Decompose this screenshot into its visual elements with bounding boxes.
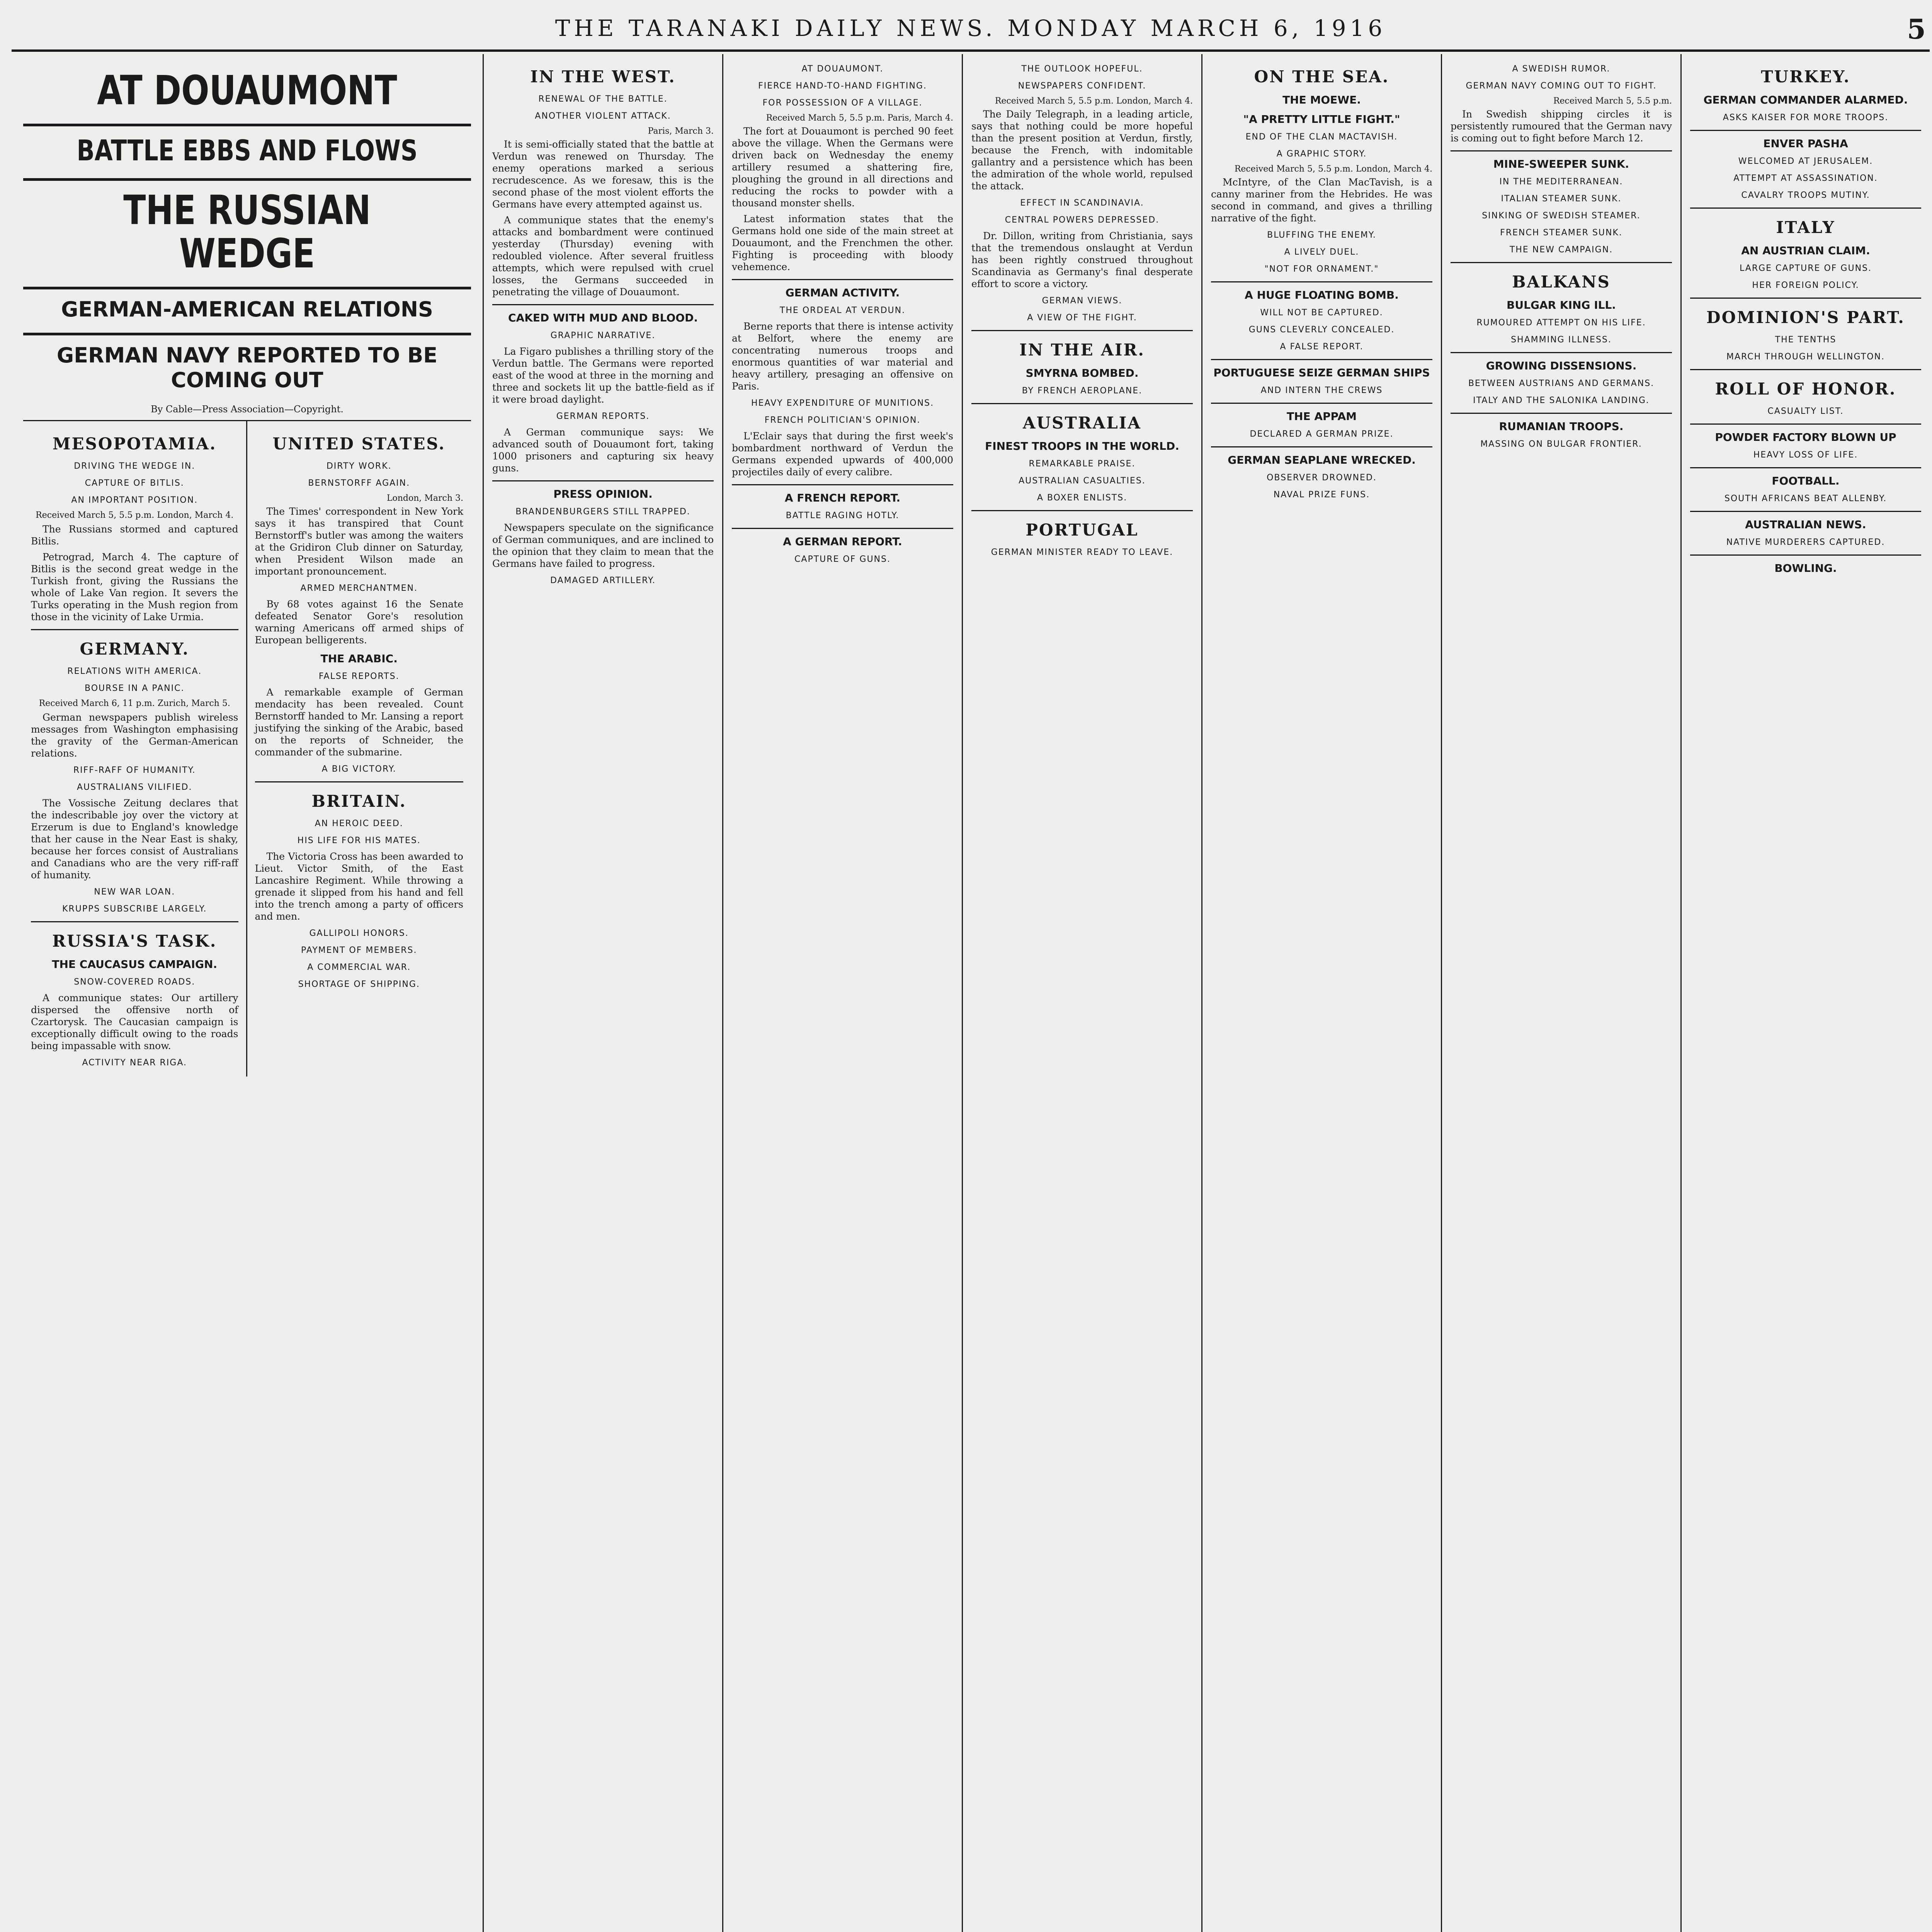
subhead: PRESS OPINION.: [553, 488, 653, 500]
rule: [492, 304, 714, 305]
subhead: REMARKABLE PRAISE.: [1029, 459, 1136, 469]
subhead: NEW WAR LOAN.: [94, 887, 175, 897]
article-paragraph: In Swedish shipping circles it is persistently rumoured that the German navy is coming out to fight before March 12.: [1451, 109, 1672, 144]
section-in-the-west: IN THE WEST.: [530, 67, 676, 86]
subhead: THE TENTHS: [1775, 335, 1837, 345]
headline-battle-ebbs: BATTLE EBBS AND FLOWS: [77, 134, 418, 167]
subhead: AN IMPORTANT POSITION.: [71, 495, 198, 505]
subhead: PAYMENT OF MEMBERS.: [301, 946, 417, 955]
subhead: LARGE CAPTURE OF GUNS.: [1740, 264, 1872, 273]
column-swedish-rumor: [1442, 54, 1682, 1932]
subhead: FALSE REPORTS.: [318, 672, 400, 681]
dateline: Received March 5, 5.5 p.m. Paris, March 4.: [766, 113, 953, 123]
subhead: AUSTRALIANS VILIFIED.: [77, 782, 192, 792]
rule: [23, 333, 471, 335]
article-paragraph: The Victoria Cross has been awarded to Lieut. Victor Smith, of the East Lancashire Regiment. While throwing a grenade it slipped from his hand and fell into the trench among a party of officers and men.: [255, 851, 463, 922]
rule: [1690, 423, 1921, 425]
article-paragraph: Latest information states that the Germans hold one side of the main street at Douaumont, and the Frenchmen the other. Fighting is proceeding with bloody vehemence.: [732, 213, 953, 272]
subhead: THE ORDEAL AT VERDUN.: [779, 306, 906, 315]
subhead: RIFF-RAFF OF HUMANITY.: [73, 765, 196, 775]
section-united-states: UNITED STATES.: [272, 434, 446, 453]
rule: [732, 484, 953, 485]
headline-russian-wedge: THE RUSSIAN WEDGE: [123, 187, 371, 277]
subhead: ARMED MERCHANTMEN.: [300, 583, 418, 593]
subhead: WILL NOT BE CAPTURED.: [1260, 308, 1383, 318]
rule: [1211, 281, 1432, 282]
dateline: Received March 5, 5.5 p.m. London, March 4.: [36, 510, 234, 520]
section-in-the-air: IN THE AIR.: [1019, 340, 1145, 359]
article-paragraph: Newspapers speculate on the significance of German communiques, and are inclined to the opinion that they claim to mean that the Germans have failed to progress.: [492, 522, 714, 569]
section-portugal: PORTUGAL: [1026, 520, 1139, 539]
rule: [1211, 403, 1432, 404]
subhead: GERMAN COMMANDER ALARMED.: [1703, 94, 1908, 106]
subhead: "A PRETTY LITTLE FIGHT.": [1243, 113, 1400, 126]
article-paragraph: The fort at Douaumont is perched 90 feet above the village. When the Germans were driven back on Wednesday the enemy artillery resumed a shattering fire, ploughing the ground in all directions and reducing the rocks to powder with a thousand monster shells.: [732, 126, 953, 209]
lead-subcolumns: [23, 420, 471, 1077]
dateline: Received March 6, 11 p.m. Zurich, March 5.: [39, 699, 230, 708]
subhead: OBSERVER DROWNED.: [1267, 473, 1377, 483]
subhead: DECLARED A GERMAN PRIZE.: [1250, 429, 1394, 439]
dateline: Received March 5, 5.5 p.m. London, March 4.: [1234, 164, 1432, 174]
subhead: MARCH THROUGH WELLINGTON.: [1726, 352, 1885, 362]
subhead: BETWEEN AUSTRIANS AND GERMANS.: [1468, 379, 1655, 388]
subhead: CAKED WITH MUD AND BLOOD.: [508, 311, 698, 324]
subhead: ITALIAN STEAMER SUNK.: [1501, 194, 1622, 204]
section-balkans: BALKANS: [1512, 272, 1611, 291]
columns: [12, 54, 1930, 1932]
article-paragraph: McIntyre, of the Clan MacTavish, is a canny mariner from the Hebrides. He was second in command, and gives a thrilling narrative of the fight.: [1211, 177, 1432, 224]
subhead: HIS LIFE FOR HIS MATES.: [297, 836, 421, 845]
subhead: BOWLING.: [1774, 562, 1837, 575]
subhead: KRUPPS SUBSCRIBE LARGELY.: [62, 904, 207, 914]
rule: [255, 781, 464, 782]
article-paragraph: Petrograd, March 4. The capture of Bitlis is the second great wedge in the Turkish front, giving the Russians the whole of Lake Van region. It severs the Turks operating in the Mush region from those in the vicinity of Lake Urmia.: [31, 551, 238, 622]
subhead: BULGAR KING ILL.: [1507, 299, 1616, 311]
subhead: ITALY AND THE SALONIKA LANDING.: [1473, 396, 1650, 405]
subhead: BOURSE IN A PANIC.: [85, 684, 185, 693]
subhead: FIERCE HAND-TO-HAND FIGHTING.: [758, 81, 927, 91]
page-number: 5: [1907, 13, 1926, 45]
article-paragraph: It is semi-officially stated that the battle at Verdun was renewed on Thursday. The enemy operations marked a serious recrudescence. As we foresaw, this is the second phase of the most violent efforts the Germans have every attempted against us.: [492, 139, 714, 210]
subhead: BERNSTORFF AGAIN.: [308, 478, 410, 488]
subhead: A GERMAN REPORT.: [783, 535, 902, 548]
subhead: RUMANIAN TROOPS.: [1499, 420, 1624, 433]
subhead: A FALSE REPORT.: [1280, 342, 1364, 352]
subhead: GRAPHIC NARRATIVE.: [550, 331, 656, 340]
subhead: AN HEROIC DEED.: [315, 819, 403, 828]
subhead: A FRENCH REPORT.: [784, 492, 901, 504]
byline: By Cable—Press Association—Copyright.: [151, 404, 344, 415]
subhead: BATTLE RAGING HOTLY.: [786, 511, 900, 520]
subhead: SHAMMING ILLNESS.: [1511, 335, 1612, 345]
subhead: GERMAN REPORTS.: [556, 412, 650, 421]
subhead: A COMMERCIAL WAR.: [307, 963, 411, 972]
subhead: EFFECT IN SCANDINAVIA.: [1020, 198, 1144, 208]
subhead: DIRTY WORK.: [326, 461, 392, 471]
subhead: SHORTAGE OF SHIPPING.: [298, 980, 420, 989]
subhead: WELCOMED AT JERUSALEM.: [1738, 156, 1873, 166]
subhead: MASSING ON BULGAR FRONTIER.: [1480, 439, 1642, 449]
rule: [1690, 554, 1921, 556]
subhead: THE ARABIC.: [320, 652, 398, 665]
subhead: GERMAN SEAPLANE WRECKED.: [1228, 454, 1416, 466]
subhead: AND INTERN THE CREWS: [1260, 386, 1383, 395]
subhead: THE MOEWE.: [1282, 94, 1361, 106]
subhead: SNOW-COVERED ROADS.: [74, 977, 196, 987]
subhead: ANOTHER VIOLENT ATTACK.: [535, 111, 671, 121]
subhead: FINEST TROOPS IN THE WORLD.: [985, 440, 1179, 452]
subhead: CAPTURE OF BITLIS.: [85, 478, 184, 488]
subhead: GERMAN NAVY COMING OUT TO FIGHT.: [1466, 81, 1657, 91]
subhead: "NOT FOR ORNAMENT.": [1264, 264, 1379, 274]
article-paragraph: By 68 votes against 16 the Senate defeated Senator Gore's resolution warning Americans off armed ships of European belligerents.: [255, 599, 463, 646]
article-paragraph: German newspapers publish wireless messages from Washington emphasising the gravity of the German-American relations.: [31, 712, 238, 759]
column-in-the-west: [484, 54, 723, 1932]
rule: [732, 279, 953, 280]
headline-german-american: GERMAN-AMERICAN RELATIONS: [61, 297, 433, 321]
subhead: AN AUSTRIAN CLAIM.: [1741, 244, 1870, 257]
section-germany: GERMANY.: [80, 639, 189, 658]
section-russia: RUSSIA'S TASK.: [52, 932, 217, 951]
subhead: THE APPAM: [1286, 410, 1357, 423]
subhead: A GRAPHIC STORY.: [1276, 149, 1367, 159]
section-on-the-sea: ON THE SEA.: [1254, 67, 1389, 86]
subhead: AT DOUAUMONT.: [801, 64, 884, 74]
dateline: Paris, March 3.: [648, 126, 714, 136]
subhead: AUSTRALIAN CASUALTIES.: [1019, 476, 1146, 486]
rule: [1690, 511, 1921, 512]
lead-subcolumn-right: [247, 421, 471, 1077]
masthead: [12, 7, 1930, 52]
subhead: NATIVE MURDERERS CAPTURED.: [1726, 537, 1885, 547]
article-paragraph: L'Eclair says that during the first week's bombardment northward of Verdun the Germans expended upwards of 400,000 projectiles daily of every calibre.: [732, 430, 953, 478]
headline-at-douaumont: AT DOUAUMONT: [97, 67, 397, 114]
subhead: NEWSPAPERS CONFIDENT.: [1018, 81, 1146, 91]
article-paragraph: The Daily Telegraph, in a leading article, says that nothing could be more hopeful than the present position at Verdun, firstly, because the French, with indomitable gallantry and a persistence which has been the admiration of the whole world, repulsed the attack.: [971, 109, 1193, 192]
lead-subcolumn-left: [23, 421, 247, 1077]
subhead: FRENCH STEAMER SUNK.: [1500, 228, 1622, 238]
rule: [1690, 130, 1921, 131]
rule: [971, 403, 1193, 404]
dateline: Received March 5, 5.5 p.m. London, March 4.: [995, 96, 1193, 106]
subhead: ACTIVITY NEAR RIGA.: [82, 1058, 187, 1068]
subhead: MINE-SWEEPER SUNK.: [1493, 158, 1629, 170]
column-turkey: [1682, 54, 1930, 1932]
rule: [971, 510, 1193, 511]
subhead: SOUTH AFRICANS BEAT ALLENBY.: [1724, 494, 1887, 503]
rule: [1451, 413, 1672, 414]
subhead: GERMAN ACTIVITY.: [785, 286, 900, 299]
subhead: END OF THE CLAN MACTAVISH.: [1245, 132, 1398, 142]
article-paragraph: The Times' correspondent in New York says it has transpired that Count Bernstorff's butler was among the waiters at the Gridiron Club dinner on Saturday, when President Wilson made an important pronouncement.: [255, 506, 463, 577]
rule: [732, 528, 953, 529]
subhead: GERMAN VIEWS.: [1042, 296, 1122, 306]
subhead: HEAVY LOSS OF LIFE.: [1753, 450, 1858, 460]
subhead: BLUFFING THE ENEMY.: [1267, 230, 1376, 240]
subhead: CAPTURE OF GUNS.: [794, 554, 891, 564]
subhead: A SWEDISH RUMOR.: [1512, 64, 1611, 74]
article-paragraph: Berne reports that there is intense activity at Belfort, where the enemy are concentrating numerous troops and enormous quantities of war material and heavy artillery, presaging an offensive on Paris.: [732, 321, 953, 392]
subhead: A BOXER ENLISTS.: [1037, 493, 1128, 503]
section-roll-of-honor: ROLL OF HONOR.: [1715, 379, 1896, 398]
rule: [1451, 150, 1672, 151]
article-paragraph: A communique states: Our artillery dispersed the offensive north of Czartorysk. The Caucasian campaign is exceptionally difficult owing to the roads being impassable with snow.: [31, 992, 238, 1051]
subhead: CASUALTY LIST.: [1767, 406, 1844, 416]
subhead: PORTUGUESE SEIZE GERMAN SHIPS: [1213, 366, 1430, 379]
column-at-douaumont: [723, 54, 963, 1932]
subhead: THE CAUCASUS CAMPAIGN.: [52, 958, 218, 971]
subhead: RUMOURED ATTEMPT ON HIS LIFE.: [1476, 318, 1646, 328]
subhead: FOR POSSESSION OF A VILLAGE.: [762, 98, 923, 108]
rule: [31, 921, 238, 922]
rule: [23, 178, 471, 181]
rule: [1690, 369, 1921, 370]
subhead: HER FOREIGN POLICY.: [1752, 281, 1859, 290]
subhead: HEAVY EXPENDITURE OF MUNITIONS.: [751, 398, 934, 408]
subhead: DAMAGED ARTILLERY.: [550, 576, 656, 585]
rule: [1211, 446, 1432, 447]
subhead: CAVALRY TROOPS MUTINY.: [1741, 190, 1870, 200]
article-paragraph: The Vossische Zeitung declares that the indescribable joy over the victory at Erzerum is due to England's knowledge that her cause in the Near East is shaky, because her forces consist of Australians and Canadians who are the very riff-raff of humanity.: [31, 798, 238, 881]
subhead: FOOTBALL.: [1772, 474, 1840, 487]
rule: [1690, 467, 1921, 468]
subhead: A HUGE FLOATING BOMB.: [1245, 289, 1399, 301]
rule: [31, 629, 238, 630]
section-australia: AUSTRALIA: [1022, 413, 1142, 432]
rule: [1211, 359, 1432, 360]
subhead: SMYRNA BOMBED.: [1026, 367, 1139, 379]
subhead: POWDER FACTORY BLOWN UP: [1715, 431, 1896, 444]
rule: [492, 480, 714, 481]
column-outlook: [963, 54, 1202, 1932]
rule: [1451, 262, 1672, 263]
article-paragraph: A German communique says: We advanced south of Douaumont fort, taking 1000 prisoners and capturing six heavy guns.: [492, 427, 714, 474]
article-paragraph: The Russians stormed and captured Bitlis.: [31, 524, 238, 547]
rule: [971, 330, 1193, 331]
rule: [23, 287, 471, 289]
subhead: IN THE MEDITERRANEAN.: [1499, 177, 1623, 187]
subhead: CENTRAL POWERS DEPRESSED.: [1005, 215, 1160, 225]
section-mesopotamia: MESOPOTAMIA.: [53, 434, 217, 453]
subhead: A BIG VICTORY.: [321, 764, 396, 774]
subhead: RENEWAL OF THE BATTLE.: [538, 94, 668, 104]
dateline: Received March 5, 5.5 p.m.: [1553, 96, 1672, 106]
dateline: London, March 3.: [386, 493, 463, 503]
subhead: A VIEW OF THE FIGHT.: [1027, 313, 1137, 323]
article-paragraph: A communique states that the enemy's attacks and bombardment were continued yesterday (Thursday) evening with redoubled violence. After several fruitless attempts, which were repulsed with cruel losses, the Germans succeeded in penetrating the village of Douaumont.: [492, 214, 714, 298]
subhead: ENVER PASHA: [1763, 137, 1848, 150]
subhead: NAVAL PRIZE FUNS.: [1273, 490, 1370, 500]
section-dominions-part: DOMINION'S PART.: [1706, 308, 1905, 327]
subhead: A LIVELY DUEL.: [1284, 247, 1359, 257]
subhead: GROWING DISSENSIONS.: [1486, 359, 1637, 372]
subhead: THE NEW CAMPAIGN.: [1509, 245, 1613, 255]
subhead: GUNS CLEVERLY CONCEALED.: [1248, 325, 1395, 335]
subhead: DRIVING THE WEDGE IN.: [74, 461, 196, 471]
lead-story-column: [12, 54, 484, 1932]
subhead: ATTEMPT AT ASSASSINATION.: [1733, 173, 1878, 183]
section-turkey: TURKEY.: [1761, 67, 1850, 86]
section-italy: ITALY: [1776, 218, 1835, 237]
article-paragraph: La Figaro publishes a thrilling story of the Verdun battle. The Germans were reported east of the wood at three in the morning and three and sockets lit up the battle-field as if it were broad daylight.: [492, 346, 714, 405]
subhead: BY FRENCH AEROPLANE.: [1022, 386, 1143, 396]
subhead: GALLIPOLI HONORS.: [309, 929, 409, 938]
headline-german-navy: GERMAN NAVY REPORTED TO BE COMING OUT: [56, 343, 438, 392]
section-britain: BRITAIN.: [311, 792, 407, 811]
article-paragraph: Dr. Dillon, writing from Christiania, says that the tremendous onslaught at Verdun has been rightly construed throughout Scandinavia as Germany's final desperate effort to score a victory.: [971, 230, 1193, 289]
rule: [1690, 207, 1921, 209]
rule: [23, 124, 471, 126]
subhead: ASKS KAISER FOR MORE TROOPS.: [1723, 113, 1889, 122]
rule: [1690, 298, 1921, 299]
article-paragraph: A remarkable example of German mendacity has been revealed. Count Bernstorff handed to Mr. Lansing a report justifying the sinking of the Arabic, based on the reports of Schneider, the commander of the submarine.: [255, 687, 463, 758]
subhead: SINKING OF SWEDISH STEAMER.: [1482, 211, 1641, 221]
subhead: BRANDENBURGERS STILL TRAPPED.: [515, 507, 690, 517]
rule: [1451, 352, 1672, 353]
masthead-title: THE TARANAKI DAILY NEWS. MONDAY MARCH 6, 1916: [555, 15, 1386, 41]
subhead: RELATIONS WITH AMERICA.: [67, 667, 202, 676]
subhead: AUSTRALIAN NEWS.: [1745, 518, 1866, 531]
column-on-the-sea: [1202, 54, 1442, 1932]
subhead: THE OUTLOOK HOPEFUL.: [1021, 64, 1143, 74]
subhead: FRENCH POLITICIAN'S OPINION.: [764, 415, 921, 425]
subhead: GERMAN MINISTER READY TO LEAVE.: [991, 548, 1173, 557]
